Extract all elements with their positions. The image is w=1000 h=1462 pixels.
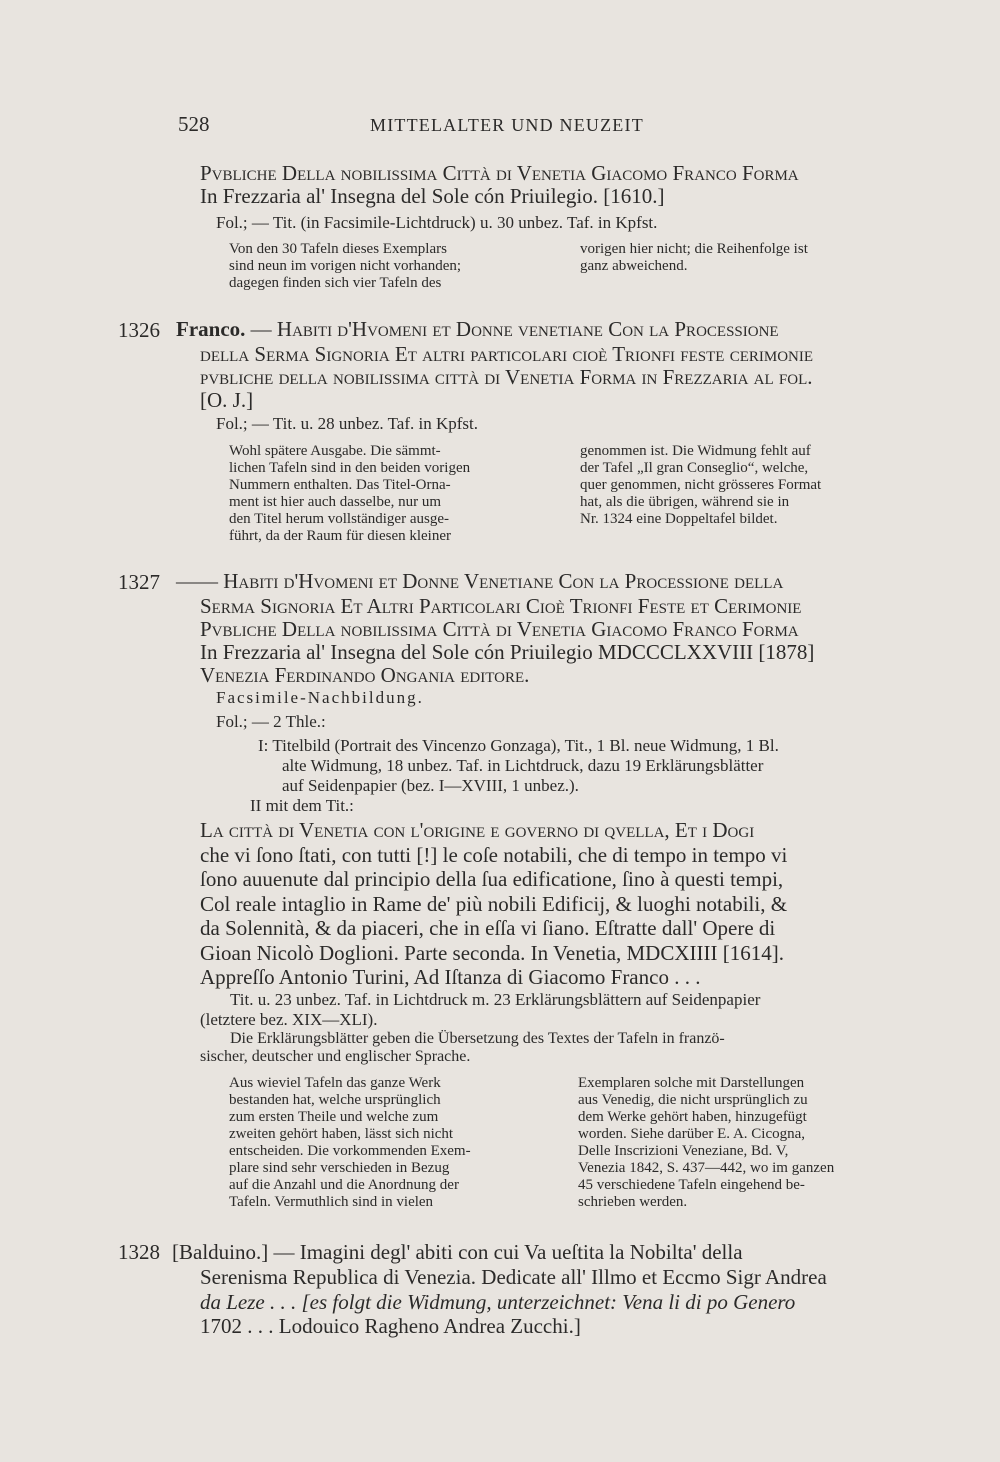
entry-dash: —— bbox=[176, 569, 218, 593]
note-line: Delle Inscrizioni Veneziane, Bd. V, bbox=[578, 1143, 789, 1159]
top-entry-format: Fol.; — Tit. (in Facsimile-Lichtdruck) u. 30 unbez. Taf. in Kpfst. bbox=[216, 213, 658, 232]
title-line: ſono auuenute dal principio della ſua edificatione, ſino à questi tempi, bbox=[200, 867, 784, 891]
entry-1327-format: Fol.; — 2 Thle.: bbox=[216, 712, 326, 731]
note-line: Exemplaren solche mit Darstellungen bbox=[578, 1075, 805, 1091]
title-line: che vi ſono ſtati, con tutti [!] le coſe notabili, che di tempo in tempo vi bbox=[200, 842, 788, 867]
entry-number: 1326 bbox=[118, 318, 160, 342]
entry-1327-part2-intro: II mit dem Tit.: bbox=[250, 796, 354, 815]
title-line: In Frezzaria al' Insegna del Sole cón Priuilegio. [1610.] bbox=[200, 184, 665, 208]
note-line: der Tafel „Il gran Conseglio“, welche, bbox=[580, 460, 809, 476]
note-line: genommen ist. Die Widmung fehlt auf bbox=[580, 443, 811, 459]
title-line: — Habiti d'Hvomeni et Donne venetiane Con la Processione bbox=[250, 317, 779, 341]
entry-1326-title bbox=[176, 318, 906, 341]
note-line: Nr. 1324 eine Doppeltafel bildet. bbox=[580, 511, 778, 527]
title-line: In Frezzaria al' Insegna del Sole cón Priuilegio MDCCCLXXVIII [1878] bbox=[200, 640, 815, 664]
title-line: Col reale intaglio in Rame de' più nobili Edificij, & luoghi notabili, & bbox=[200, 891, 788, 916]
note-line: dagegen finden sich vier Tafeln des bbox=[229, 275, 442, 291]
entry-1327-part2-title bbox=[200, 818, 905, 990]
note-line: Nummern enthalten. Das Titel-Orna- bbox=[229, 477, 451, 493]
page-number: 528 bbox=[178, 112, 210, 136]
note-line: bestanden hat, welche ursprünglich bbox=[229, 1092, 441, 1108]
part-line: alte Widmung, 18 unbez. Taf. in Lichtdruck, dazu 19 Erklärungsblätter bbox=[282, 756, 764, 775]
title-line: Appreſſo Antonio Turini, Ad Iſtanza di Giacomo Franco . . . bbox=[200, 965, 701, 989]
title-line: — Imagini degl' abiti con cui Va ueſtita la Nobilta' della bbox=[273, 1240, 743, 1264]
note-line: sind neun im vorigen nicht vorhanden; bbox=[229, 258, 462, 274]
note-line: hat, als die übrigen, während sie in bbox=[580, 494, 790, 510]
title-line: Venezia Ferdinando Ongania editore. bbox=[200, 663, 530, 687]
top-entry-note-left bbox=[229, 241, 554, 292]
format-line: (letztere bez. XIX—XLI). bbox=[200, 1010, 378, 1029]
title-line: Pvbliche Della nobilissima Città di Venetia Giacomo Franco Forma bbox=[200, 161, 799, 185]
running-head: MITTELALTER UND NEUZEIT bbox=[370, 115, 644, 135]
entry-1328-title bbox=[172, 1240, 907, 1265]
note-line: 45 verschiedene Tafeln eingehend be- bbox=[578, 1177, 805, 1193]
title-line: da Solennità, & da piaceri, che in eſſa vi ſiano. Eſtratte dall' Opere di bbox=[200, 916, 776, 940]
entry-number: 1328 bbox=[118, 1240, 160, 1264]
entry-1327-subtitle: Facsimile-Nachbildung. bbox=[216, 688, 424, 707]
top-entry-note-right bbox=[580, 241, 900, 275]
note-line: den Titel herum vollständiger ausge- bbox=[229, 511, 449, 527]
note-line: vorigen hier nicht; die Reihenfolge ist bbox=[580, 241, 808, 257]
title-line: da Leze . . . [es folgt die Widmung, unterzeichnet: Vena li di po Genero bbox=[200, 1289, 796, 1314]
title-line: 1702 . . . Lodouico Ragheno Andrea Zucchi.] bbox=[200, 1314, 581, 1338]
note-line: Aus wieviel Tafeln das ganze Werk bbox=[229, 1075, 441, 1091]
page-header bbox=[150, 112, 900, 142]
note-line: Von den 30 Tafeln dieses Exemplars bbox=[229, 241, 447, 257]
entry-1327-note-full bbox=[200, 1030, 905, 1066]
title-line: Habiti d'Hvomeni et Donne Venetiane Con la Processione della bbox=[223, 569, 784, 593]
note-line: Tafeln. Vermuthlich sind in vielen bbox=[229, 1194, 434, 1210]
note-line: sischer, deutscher und englischer Sprache. bbox=[200, 1048, 471, 1065]
note-line: Venezia 1842, S. 437—442, wo im ganzen bbox=[578, 1160, 835, 1176]
note-line: Die Erklärungsblätter geben die Übersetzung des Textes der Tafeln in franzö- bbox=[230, 1030, 725, 1047]
entry-1326-format: Fol.; — Tit. u. 28 unbez. Taf. in Kpfst. bbox=[216, 414, 479, 433]
entry-1327-part1 bbox=[258, 736, 903, 796]
entry-1327-note-left bbox=[229, 1075, 554, 1211]
entry-1327-note-right bbox=[578, 1075, 903, 1211]
entry-number: 1327 bbox=[118, 570, 160, 594]
note-line: dem Werke gehört haben, hinzugefügt bbox=[578, 1109, 807, 1125]
entry-1328-title-cont bbox=[200, 1265, 905, 1339]
note-line: zweiten gehört haben, lässt sich nicht bbox=[229, 1126, 454, 1142]
note-line: plare sind sehr verschieden in Bezug bbox=[229, 1160, 450, 1176]
note-line: schrieben werden. bbox=[578, 1194, 688, 1210]
note-line: Wohl spätere Ausgabe. Die sämmt- bbox=[229, 443, 441, 459]
title-line: Serma Signoria Et Altri Particolari Cioè Trionfi Feste et Cerimonie bbox=[200, 594, 802, 618]
entry-1326-note-right bbox=[580, 443, 900, 528]
entry-1327-part2-format bbox=[200, 990, 905, 1030]
part-line: I: Titelbild (Portrait des Vincenzo Gonzaga), Tit., 1 Bl. neue Widmung, 1 Bl. bbox=[258, 736, 779, 755]
entry-1326-title-cont bbox=[200, 343, 900, 412]
note-line: ment ist hier auch dasselbe, nur um bbox=[229, 494, 442, 510]
title-line: Pvbliche Della nobilissima Città di Venetia Giacomo Franco Forma bbox=[200, 617, 799, 641]
entry-1327-title bbox=[176, 570, 906, 593]
title-line: Serenisma Republica di Venezia. Dedicate all' Illmo et Eccmo Sigr Andrea bbox=[200, 1265, 827, 1289]
format-line: Tit. u. 23 unbez. Taf. in Lichtdruck m. 23 Erklärungsblättern auf Seidenpapier bbox=[230, 990, 761, 1009]
top-entry-title bbox=[200, 162, 900, 208]
entry-1327-title-cont bbox=[200, 595, 900, 687]
note-line: auf die Anzahl und die Anordnung der bbox=[229, 1177, 459, 1193]
entry-author: Franco. bbox=[176, 317, 246, 341]
title-line: La città di Venetia con l'origine e governo di qvella, Et i Dogi bbox=[200, 818, 755, 842]
note-line: worden. Siehe darüber E. A. Cicogna, bbox=[578, 1126, 806, 1142]
title-line: della Serma Signoria Et altri particolari cioè Trionfi feste cerimonie bbox=[200, 342, 814, 366]
title-line: Gioan Nicolò Doglioni. Parte seconda. In Venetia, MDCXIIII [1614]. bbox=[200, 940, 784, 965]
note-line: quer genommen, nicht grösseres Format bbox=[580, 477, 822, 493]
note-line: entscheiden. Die vorkommenden Exem- bbox=[229, 1143, 471, 1159]
entry-author: [Balduino.] bbox=[172, 1240, 269, 1264]
entry-1326-note-left bbox=[229, 443, 554, 545]
title-line: [O. J.] bbox=[200, 388, 254, 412]
note-line: ganz abweichend. bbox=[580, 258, 688, 274]
note-line: führt, da der Raum für diesen kleiner bbox=[229, 528, 452, 544]
note-line: zum ersten Theile und welche zum bbox=[229, 1109, 439, 1125]
note-line: lichen Tafeln sind in den beiden vorigen bbox=[229, 460, 471, 476]
part-line: auf Seidenpapier (bez. I—XVIII, 1 unbez.). bbox=[282, 776, 579, 795]
title-line: pvbliche della nobilissima città di Venetia Forma in Frezzaria al fol. bbox=[200, 365, 813, 389]
note-line: aus Venedig, die nicht ursprünglich zu bbox=[578, 1092, 808, 1108]
